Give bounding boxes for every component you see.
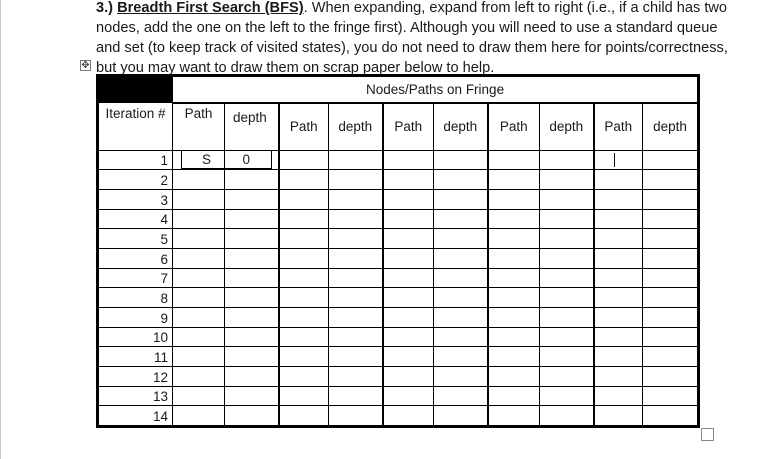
depth-cell[interactable] xyxy=(225,189,279,209)
path-cell[interactable] xyxy=(383,327,434,347)
path-cell[interactable] xyxy=(488,209,540,229)
depth-cell[interactable] xyxy=(225,268,279,288)
path-cell[interactable] xyxy=(383,229,434,249)
question-title: Breadth First Search (BFS) xyxy=(117,0,304,16)
path-cell[interactable] xyxy=(594,229,643,249)
depth-cell[interactable] xyxy=(540,248,594,268)
iteration-number: 2 xyxy=(98,170,173,190)
depth-cell[interactable] xyxy=(434,406,488,427)
path-cell[interactable] xyxy=(594,386,643,406)
path-cell[interactable] xyxy=(279,209,329,229)
depth-cell[interactable] xyxy=(225,209,279,229)
depth-cell[interactable] xyxy=(643,327,699,347)
question-text: . When expanding, expand from left to right (i.e., if a child has two nodes, add the one on the left to the fringe first). Although you will need to use a standard queue and set (to keep track of visited states), you do not need to draw them here for points/correctness, but you may want to draw them on scrap paper below to help. xyxy=(96,0,728,76)
depth-cell[interactable] xyxy=(225,347,279,367)
depth-cell[interactable] xyxy=(434,189,488,209)
depth-cell[interactable] xyxy=(643,386,699,406)
depth-cell[interactable] xyxy=(225,150,279,170)
path-cell[interactable] xyxy=(488,307,540,327)
depth-cell[interactable] xyxy=(329,150,383,170)
path-cell[interactable] xyxy=(594,248,643,268)
path-cell[interactable] xyxy=(488,268,540,288)
iteration-row xyxy=(98,327,699,347)
depth-cell[interactable] xyxy=(329,209,383,229)
path-cell[interactable] xyxy=(594,209,643,229)
path-cell[interactable] xyxy=(594,288,643,308)
iteration-row xyxy=(98,268,699,288)
depth-cell[interactable] xyxy=(434,229,488,249)
iteration-row xyxy=(98,406,699,427)
path-cell[interactable] xyxy=(173,327,225,347)
table-resize-icon[interactable] xyxy=(701,428,714,441)
depth-cell[interactable] xyxy=(540,288,594,308)
depth-cell[interactable] xyxy=(540,307,594,327)
path-cell[interactable] xyxy=(279,189,329,209)
path-cell[interactable] xyxy=(383,268,434,288)
depth-cell[interactable] xyxy=(643,406,699,427)
depth-header: depth xyxy=(434,103,488,150)
path-cell[interactable] xyxy=(279,327,329,347)
depth-cell[interactable] xyxy=(643,229,699,249)
iteration-row xyxy=(98,209,699,229)
depth-cell[interactable] xyxy=(540,229,594,249)
path-cell[interactable] xyxy=(279,170,329,190)
iteration-number: 12 xyxy=(98,366,173,386)
depth-cell[interactable] xyxy=(434,366,488,386)
path-cell[interactable] xyxy=(173,170,225,190)
path-cell[interactable] xyxy=(173,288,225,308)
depth-cell[interactable] xyxy=(643,170,699,190)
path-cell[interactable] xyxy=(173,268,225,288)
path-cell[interactable] xyxy=(279,288,329,308)
path-cell[interactable] xyxy=(383,209,434,229)
depth-cell[interactable] xyxy=(434,327,488,347)
path-cell[interactable] xyxy=(383,248,434,268)
iteration-number: 7 xyxy=(98,268,173,288)
depth-cell[interactable] xyxy=(434,347,488,367)
path-cell[interactable] xyxy=(173,406,225,427)
path-cell[interactable] xyxy=(279,347,329,367)
path-cell[interactable] xyxy=(173,189,225,209)
path-cell[interactable] xyxy=(488,406,540,427)
path-cell[interactable] xyxy=(488,327,540,347)
path-cell[interactable] xyxy=(173,229,225,249)
path-cell[interactable] xyxy=(173,209,225,229)
depth-cell[interactable] xyxy=(329,229,383,249)
depth-cell[interactable] xyxy=(225,170,279,190)
path-cell[interactable] xyxy=(279,366,329,386)
depth-cell[interactable] xyxy=(329,327,383,347)
path-cell[interactable] xyxy=(383,307,434,327)
path-cell[interactable] xyxy=(279,307,329,327)
iteration-row xyxy=(98,170,699,190)
iteration-number: 10 xyxy=(98,327,173,347)
path-header: Path xyxy=(279,103,329,150)
iteration-row xyxy=(98,386,699,406)
depth-cell[interactable] xyxy=(434,150,488,170)
depth-cell[interactable] xyxy=(540,189,594,209)
iteration-row xyxy=(98,307,699,327)
iteration-row xyxy=(98,150,699,170)
path-cell[interactable] xyxy=(488,386,540,406)
depth-cell[interactable] xyxy=(540,268,594,288)
depth-cell[interactable] xyxy=(434,248,488,268)
depth-cell[interactable] xyxy=(434,307,488,327)
header-corner xyxy=(98,76,173,103)
fringe-title: Nodes/Paths on Fringe xyxy=(173,76,699,103)
depth-cell[interactable] xyxy=(434,386,488,406)
iteration-number: 5 xyxy=(98,229,173,249)
path-cell[interactable] xyxy=(279,268,329,288)
depth-cell[interactable] xyxy=(225,229,279,249)
depth-cell[interactable] xyxy=(643,347,699,367)
path-cell[interactable] xyxy=(488,189,540,209)
depth-cell[interactable] xyxy=(329,307,383,327)
path-cell[interactable] xyxy=(383,366,434,386)
path-cell[interactable] xyxy=(594,327,643,347)
iteration-number: 4 xyxy=(98,209,173,229)
depth-cell[interactable] xyxy=(540,406,594,427)
depth-cell[interactable] xyxy=(434,209,488,229)
iteration-number: 11 xyxy=(98,347,173,367)
depth-cell[interactable] xyxy=(643,248,699,268)
iteration-number: 14 xyxy=(98,406,173,427)
path-header: Path xyxy=(173,103,225,150)
depth-cell[interactable] xyxy=(225,307,279,327)
path-cell[interactable] xyxy=(383,347,434,367)
path-cell[interactable] xyxy=(383,288,434,308)
depth-cell[interactable] xyxy=(329,406,383,427)
path-cell[interactable] xyxy=(383,406,434,427)
depth-cell[interactable] xyxy=(643,366,699,386)
path-cell[interactable] xyxy=(279,386,329,406)
page-margin-rule xyxy=(0,0,1,459)
path-cell[interactable] xyxy=(173,366,225,386)
depth-cell[interactable] xyxy=(329,288,383,308)
path-cell[interactable] xyxy=(173,386,225,406)
iteration-number: 1 xyxy=(98,150,173,170)
path-cell[interactable] xyxy=(594,150,643,170)
depth-cell[interactable] xyxy=(643,307,699,327)
path-cell[interactable] xyxy=(488,150,540,170)
path-cell[interactable] xyxy=(173,248,225,268)
depth-cell[interactable] xyxy=(643,189,699,209)
path-cell[interactable] xyxy=(488,347,540,367)
iteration-header: Iteration # xyxy=(98,103,173,150)
depth-cell[interactable] xyxy=(225,288,279,308)
depth-cell[interactable] xyxy=(329,248,383,268)
iteration-row xyxy=(98,288,699,308)
depth-value: 0 xyxy=(242,151,250,167)
path-cell[interactable] xyxy=(279,406,329,427)
path-cell[interactable] xyxy=(488,288,540,308)
iteration-number: 9 xyxy=(98,307,173,327)
iteration-number: 6 xyxy=(98,248,173,268)
depth-cell[interactable] xyxy=(540,170,594,190)
path-cell[interactable] xyxy=(594,406,643,427)
depth-cell[interactable] xyxy=(540,366,594,386)
question-number: 3.) xyxy=(96,0,114,16)
depth-cell[interactable] xyxy=(434,288,488,308)
depth-cell[interactable] xyxy=(225,248,279,268)
path-cell[interactable] xyxy=(279,229,329,249)
depth-cell[interactable] xyxy=(225,327,279,347)
path-header: Path xyxy=(488,103,540,150)
depth-cell[interactable] xyxy=(329,189,383,209)
depth-cell[interactable] xyxy=(329,347,383,367)
path-cell[interactable] xyxy=(173,150,250,170)
question-paragraph xyxy=(96,0,736,78)
path-value: S xyxy=(202,151,212,167)
path-cell[interactable] xyxy=(383,386,434,406)
path-cell[interactable] xyxy=(383,170,434,190)
iteration-row xyxy=(98,347,699,367)
depth-cell[interactable] xyxy=(540,150,594,170)
path-cell[interactable] xyxy=(173,347,225,367)
path-header: Path xyxy=(594,103,643,150)
depth-cell[interactable] xyxy=(540,347,594,367)
depth-cell[interactable] xyxy=(434,268,488,288)
depth-cell[interactable] xyxy=(329,268,383,288)
depth-cell[interactable] xyxy=(643,150,699,170)
depth-cell[interactable] xyxy=(329,170,383,190)
depth-cell[interactable] xyxy=(329,366,383,386)
path-cell[interactable] xyxy=(488,366,540,386)
path-cell[interactable] xyxy=(594,189,643,209)
path-cell[interactable] xyxy=(594,170,643,190)
depth-header: depth xyxy=(643,103,699,150)
depth-cell[interactable] xyxy=(329,386,383,406)
depth-cell[interactable] xyxy=(225,406,279,427)
path-header: Path xyxy=(383,103,434,150)
depth-cell[interactable] xyxy=(643,209,699,229)
path-cell[interactable] xyxy=(488,170,540,190)
depth-header: depth xyxy=(540,103,594,150)
path-cell[interactable] xyxy=(173,307,225,327)
depth-cell[interactable] xyxy=(540,209,594,229)
depth-cell[interactable] xyxy=(225,366,279,386)
iteration-row xyxy=(98,229,699,249)
depth-cell[interactable] xyxy=(540,327,594,347)
depth-header: depth xyxy=(329,103,383,150)
path-cell[interactable] xyxy=(594,347,643,367)
depth-cell[interactable] xyxy=(540,386,594,406)
path-cell[interactable] xyxy=(488,229,540,249)
iteration-row xyxy=(98,189,699,209)
path-cell[interactable] xyxy=(594,307,643,327)
path-cell[interactable] xyxy=(488,248,540,268)
table-move-icon[interactable]: ✥ xyxy=(81,60,90,71)
iteration-number: 13 xyxy=(98,386,173,406)
iteration-row xyxy=(98,248,699,268)
depth-cell[interactable] xyxy=(643,288,699,308)
path-cell[interactable] xyxy=(383,189,434,209)
path-cell[interactable] xyxy=(383,150,434,170)
path-cell[interactable] xyxy=(279,150,329,170)
bfs-table xyxy=(96,74,700,428)
path-cell[interactable] xyxy=(594,366,643,386)
depth-header: depth xyxy=(225,103,279,150)
iteration-number: 3 xyxy=(98,189,173,209)
iteration-number: 8 xyxy=(98,288,173,308)
iteration-row xyxy=(98,366,699,386)
depth-cell[interactable] xyxy=(643,268,699,288)
depth-cell[interactable] xyxy=(434,170,488,190)
path-cell[interactable] xyxy=(279,248,329,268)
depth-cell[interactable] xyxy=(225,386,279,406)
path-cell[interactable] xyxy=(594,268,643,288)
